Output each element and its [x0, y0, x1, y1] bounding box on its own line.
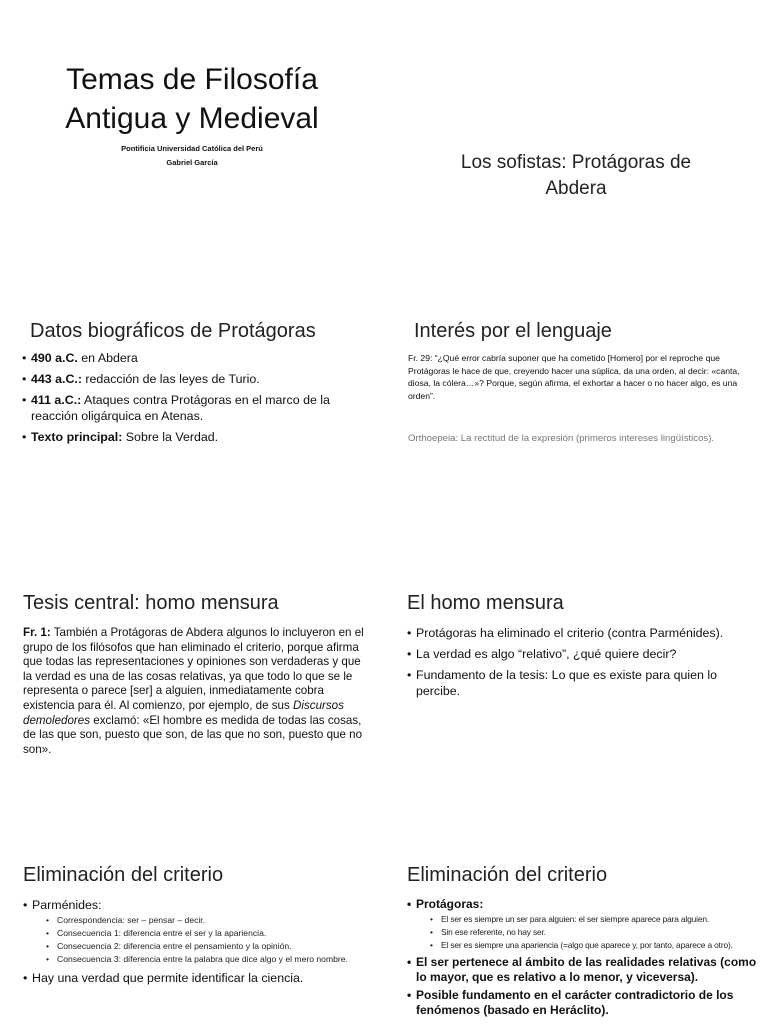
bullet-list	[407, 625, 757, 704]
list-item: • 411 a.C.: Ataques contra Protágoras en el marco de la reacción oligárquica en Atenas.	[22, 392, 362, 424]
list-item: • Fundamento de la tesis: Lo que es existe para quien lo percibe.	[407, 667, 757, 699]
fragment-paragraph: Fr. 1: También a Protágoras de Abdera algunos lo incluyeron en el grupo de los filósofos que han eliminado el criterio, porque afirma que todas las representaciones y opiniones son verdaderas y que la verdad es una de las cosas relativas, ya que todo lo que se le representa o parece [ser] a alguien, inmediatamente cobra existencia para él. Al comienzo, por ejemplo, de sus Discursos demoledores exclamó: «El hombre es medida de todas las cosas, de las que son, puesto que son, de las que no son, puesto que no son».	[23, 626, 364, 756]
sub-list-item: • El ser es siempre un ser para alguien: el ser siempre aparece para alguien.	[430, 914, 757, 925]
slide-central-thesis	[0, 512, 384, 768]
bullet-list	[407, 897, 757, 1021]
list-item: • Protágoras ha eliminado el criterio (contra Parménides).	[407, 625, 757, 641]
list-item: • La verdad es algo “relativo”, ¿qué quiere decir?	[407, 646, 757, 662]
list-item: • Hay una verdad que permite identificar la ciencia.	[23, 970, 373, 986]
slide-criterion-protagoras	[384, 768, 768, 1024]
slide-homo-mensura	[384, 512, 768, 768]
list-item: • El ser pertenece al ámbito de las realidades relativas (como lo mayor, que es relativo a lo menor, y viceversa).	[407, 955, 757, 985]
sub-list	[416, 914, 757, 951]
list-item: • 443 a.C.: redacción de las leyes de Turio.	[22, 371, 362, 387]
sub-list-item: • El ser es siempre una apariencia (=algo que aparece y, por tanto, aparece a otro).	[430, 940, 757, 951]
list-item: • Texto principal: Sobre la Verdad.	[22, 429, 362, 445]
presentation-title: Temas de Filosofía Antigua y Medieval	[65, 63, 319, 135]
list-item: • Posible fundamento en el carácter contradictorio de los fenómenos (basado en Heráclito).	[407, 988, 757, 1018]
list-item: • Protágoras: • El ser es siempre un ser para alguien: el ser siempre aparece para alguien. • Sin ese referente, no hay ser. • El ser es siempre una apariencia (=algo que aparece y, por tanto, aparece a otro).	[407, 897, 757, 951]
bullet-list	[23, 897, 373, 991]
sub-list-item: • Consecuencia 3: diferencia entre la palabra que dice algo y el mero nombre.	[46, 954, 373, 965]
list-item: • 490 a.C. en Abdera	[22, 350, 362, 366]
slide-heading: Eliminación del criterio	[23, 864, 224, 886]
sub-list-item: • Correspondencia: ser – pensar – decir.	[46, 915, 373, 926]
institution: Pontificia Universidad Católica del Perú	[121, 144, 263, 153]
slide-heading: Eliminación del criterio	[407, 864, 608, 886]
orthoepeia-note: Orthoepeia: La rectitud de la expresión (primeros intereses lingüísticos).	[408, 433, 715, 444]
slide-biographical-data	[0, 256, 384, 512]
list-item: • Parménides: • Correspondencia: ser – pensar – decir. • Consecuencia 1: diferencia entre el ser y la apariencia. • Consecuencia 2: diferencia entre el pensamiento y la opinión. • Consecuencia 3: diferencia entre la palabra que dice algo y el mero nombre.	[23, 897, 373, 965]
sub-list-item: • Consecuencia 1: diferencia entre el ser y la apariencia.	[46, 928, 373, 939]
section-title: Los sofistas: Protágoras de Abdera	[460, 152, 692, 199]
fragment-quote: Fr. 29: “¿Qué error cabría suponer que ha cometido [Homero] por el reproche que Protágoras le hace de que, creyendo hacer una súplica, da una orden, al decir: «canta, diosa, la cólera…»? Porque, según afirma, el exhortar a hacer o no hacer algo, es una orden”.	[408, 353, 740, 401]
author: Gabriel García	[166, 158, 218, 167]
sub-list-item: • Consecuencia 2: diferencia entre el pensamiento y la opinión.	[46, 941, 373, 952]
bullet-list	[22, 350, 362, 450]
slide-heading: Datos biográficos de Protágoras	[30, 320, 316, 342]
sub-list	[32, 915, 373, 965]
slide-language-interest	[384, 256, 768, 512]
slide-heading: Tesis central: homo mensura	[23, 592, 279, 614]
presentation-subtitle	[30, 142, 354, 170]
slide-criterion-parmenides	[0, 768, 384, 1024]
slide-section-header	[384, 0, 768, 256]
sub-list-item: • Sin ese referente, no hay ser.	[430, 927, 757, 938]
slide-heading: Interés por el lenguaje	[414, 320, 612, 342]
slide-heading: El homo mensura	[407, 592, 564, 614]
slide-title	[0, 0, 384, 256]
